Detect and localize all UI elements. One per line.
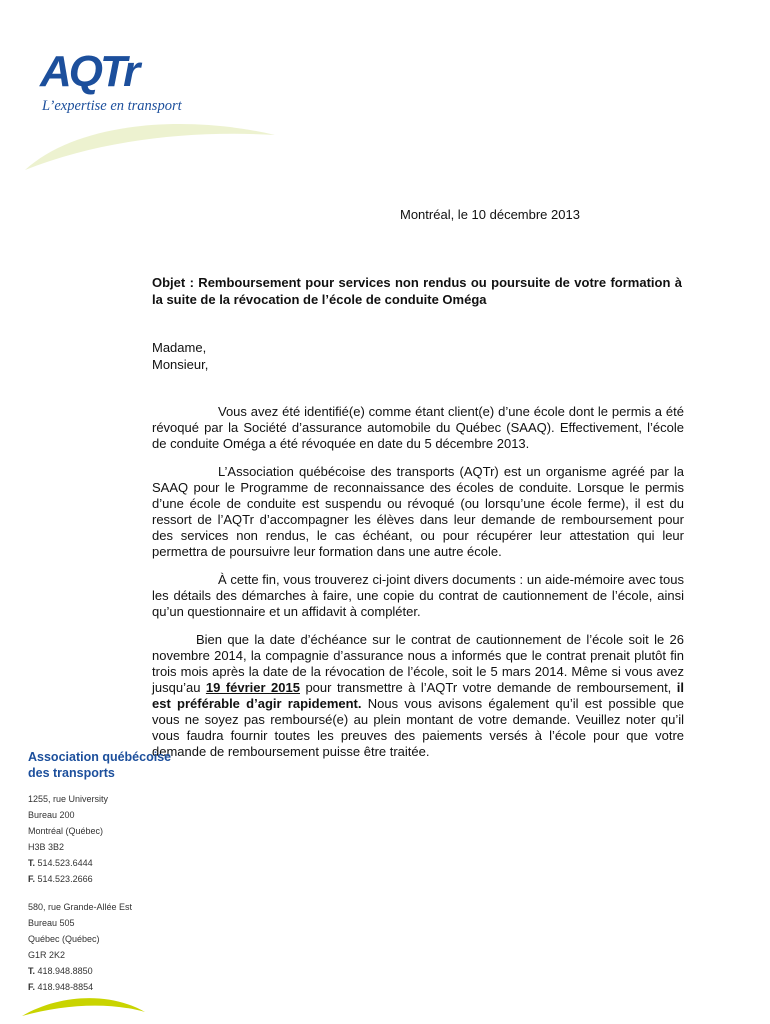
phone-label: T. (28, 966, 36, 976)
emphasis-text: il est préférable d’agir rapidement. (152, 680, 684, 711)
fax-number: 514.523.2666 (37, 874, 93, 884)
fax-label: F. (28, 982, 36, 992)
address-street: 1255, rue University (28, 794, 109, 804)
office-montreal (28, 791, 171, 899)
phone-number: 418.948.8850 (37, 966, 93, 976)
letter-subject: Objet : Remboursement pour services non rendus ou poursuite de votre formation à la suite de la révocation de l’école de conduite Oméga (152, 275, 682, 307)
address-suite: Bureau 505 (28, 918, 75, 928)
address-postal: H3B 3B2 (28, 842, 65, 852)
address-street: 580, rue Grande-Allée Est (28, 902, 133, 912)
contact-sidebar (28, 749, 171, 995)
paragraph-3: À cette fin, vous trouverez ci-joint divers documents : un aide-mémoire avec tous les détails des démarches à faire, une copie du contrat de cautionnement de l’école, ainsi qu’un questionnaire et un affidavit à compléter. (152, 572, 684, 619)
letter-body (152, 404, 684, 772)
org-name-line-1: Association québécoise (28, 750, 172, 764)
fax-label: F. (28, 874, 36, 884)
swoosh-decoration-icon (20, 110, 280, 180)
address-postal: G1R 2K2 (28, 950, 66, 960)
address-city: Québec (Québec) (28, 934, 100, 944)
office-quebec (28, 899, 171, 995)
fax-number: 418.948-8854 (37, 982, 94, 992)
paragraph-4 (152, 632, 684, 760)
phone-label: T. (28, 858, 36, 868)
letter-date: Montréal, le 10 décembre 2013 (400, 207, 580, 222)
greeting-line-1: Madame, (152, 340, 207, 355)
address-city: Montréal (Québec) (28, 826, 104, 836)
phone-line (28, 963, 171, 979)
deadline-date: 19 février 2015 (205, 680, 300, 695)
swoosh-bottom-icon (20, 990, 150, 1020)
paragraph-2: L’Association québécoise des transports (AQTr) est un organisme agréé par la SAAQ pour le Programme de reconnaissance des écoles de conduite. Lorsque le permis d’une école de conduite est suspendu ou révoqué (ou lorsqu’une école ferme), il est du ressort de l’AQTr d’accompagner les élèves dans leur demande de remboursement pour des services non rendus, le cas échéant, ou pour récupérer leur attestation qui leur permettra de poursuivre leur formation dans une autre école. (152, 464, 684, 559)
address-suite: Bureau 200 (28, 810, 75, 820)
phone-number: 514.523.6444 (37, 858, 93, 868)
fax-line (28, 871, 171, 887)
phone-line (28, 855, 171, 871)
organization-name (28, 749, 171, 781)
logo-wordmark: AQTr (40, 47, 138, 96)
paragraph-1: Vous avez été identifié(e) comme étant client(e) d’une école dont le permis a été révoqué par la Société d’assurance automobile du Québec (SAAQ). Effectivement, l’école de conduite Oméga a été révoquée en date du 5 décembre 2013. (152, 404, 684, 451)
aqtr-logo (40, 47, 138, 96)
paragraph-4-part-c: Nous vous avisons également qu’il est possible que vous ne soyez pas remboursé(e) au plein montant de votre demande. Veuillez noter qu’il vous faudra fournir toutes les preuves des paiements versés à l’école pour que votre demande de remboursement puisse être traitée. (152, 696, 684, 759)
paragraph-4-part-b: pour transmettre à l’AQTr votre demande de remboursement, (299, 680, 677, 695)
org-name-line-2: des transports (28, 766, 115, 780)
paragraph-4-part-a: Bien que la date d’échéance sur le contrat de cautionnement de l’école soit le 26 novembre 2014, la compagnie d’assurance nous a informés que le contrat prenait plutôt fin trois mois après la date de la révocation de l’école, soit le 5 mars 2014. Même si vous avez jusqu’au (152, 632, 684, 695)
logo-tagline: L’expertise en transport (42, 98, 182, 114)
greeting-line-2: Monsieur, (152, 357, 209, 372)
greeting (152, 339, 208, 373)
